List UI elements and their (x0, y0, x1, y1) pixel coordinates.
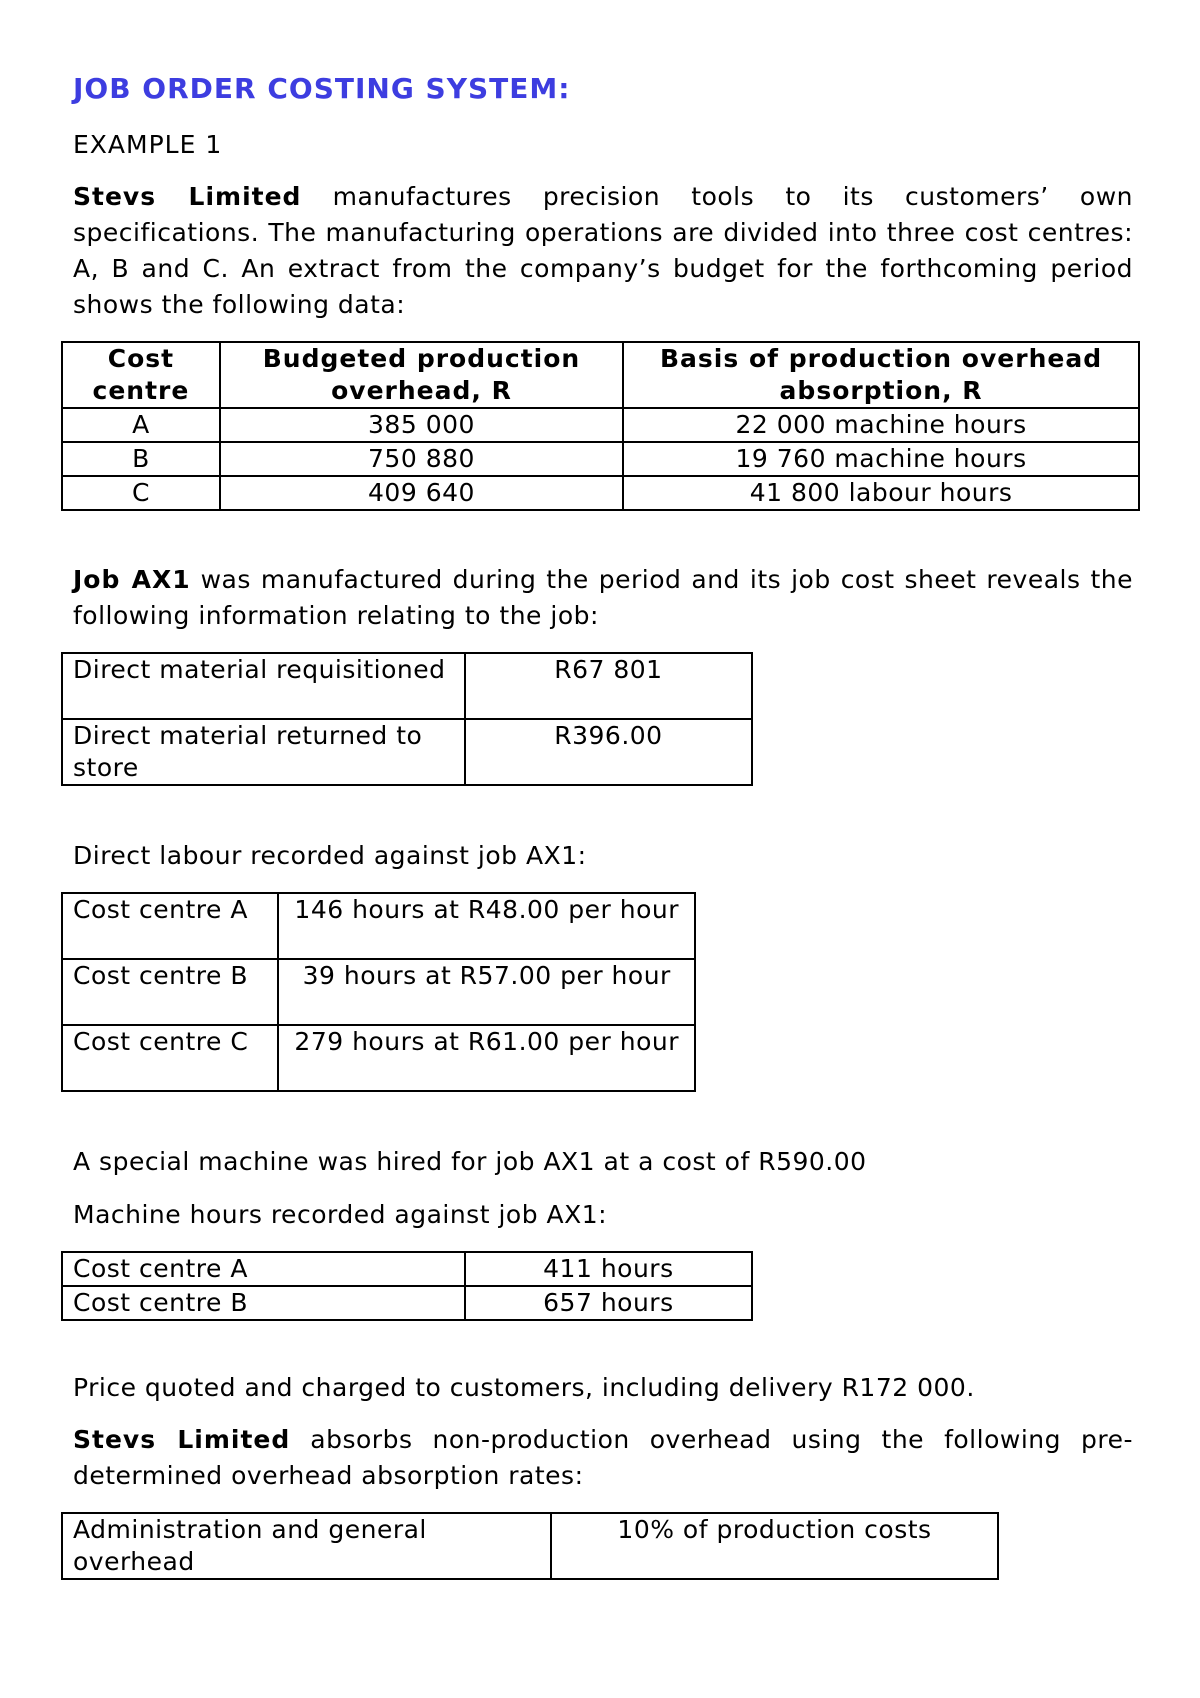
table-row (62, 442, 1139, 476)
job-name: Job AX1 (73, 565, 191, 594)
absorption-paragraph (73, 1422, 1133, 1494)
table-cell: 10% of production costs (551, 1513, 998, 1579)
table-cell: 657 hours (465, 1286, 752, 1320)
company-name: Stevs Limited (73, 1425, 291, 1454)
table-cell: Cost centre B (62, 959, 278, 1025)
job-text: was manufactured during the period and its job cost sheet reveals the following information relating to the job: (73, 565, 1133, 630)
table-cell: 279 hours at R61.00 per hour (278, 1025, 695, 1091)
table-cell: Cost centre B (62, 1286, 465, 1320)
table-header-row (62, 342, 1139, 408)
table-row (62, 959, 695, 1025)
table-cell: B (62, 442, 220, 476)
table-row (62, 893, 695, 959)
header-absorption-basis: Basis of production overhead absorption, R (623, 342, 1139, 408)
machine-hours-table (61, 1251, 753, 1321)
table-cell: 19 760 machine hours (623, 442, 1139, 476)
table-cell: A (62, 408, 220, 442)
table-row (62, 1286, 752, 1320)
example-heading: EXAMPLE 1 (73, 130, 223, 159)
table-cell: C (62, 476, 220, 510)
table-cell: Cost centre A (62, 893, 278, 959)
company-name: Stevs Limited (73, 182, 302, 211)
table-cell: Cost centre A (62, 1252, 465, 1286)
labour-table (61, 892, 696, 1092)
table-cell: R67 801 (465, 653, 752, 719)
table-cell: 22 000 machine hours (623, 408, 1139, 442)
table-cell: Cost centre C (62, 1025, 278, 1091)
header-cost-centre: Cost centre (62, 342, 220, 408)
table-row (62, 719, 752, 785)
machine-hire-text: A special machine was hired for job AX1 at a cost of R590.00 (73, 1147, 867, 1176)
table-cell: 409 640 (220, 476, 623, 510)
table-row (62, 1252, 752, 1286)
labour-intro: Direct labour recorded against job AX1: (73, 841, 587, 870)
header-budgeted-overhead: Budgeted production overhead, R (220, 342, 623, 408)
intro-paragraph (73, 179, 1133, 323)
page-title: JOB ORDER COSTING SYSTEM: (73, 72, 571, 105)
table-cell: R396.00 (465, 719, 752, 785)
table-cell: 411 hours (465, 1252, 752, 1286)
table-cell: Direct material returned to store (62, 719, 465, 785)
table-row (62, 653, 752, 719)
job-paragraph (73, 562, 1133, 634)
table-cell: 385 000 (220, 408, 623, 442)
table-cell: 39 hours at R57.00 per hour (278, 959, 695, 1025)
table-row (62, 1025, 695, 1091)
table-cell: 750 880 (220, 442, 623, 476)
absorption-text: absorbs non-production overhead using the following pre-determined overhead absorption rates: (73, 1425, 1133, 1490)
price-text: Price quoted and charged to customers, including delivery R172 000. (73, 1373, 975, 1402)
budget-table (61, 341, 1140, 511)
table-cell: Administration and general overhead (62, 1513, 551, 1579)
admin-overhead-table (61, 1512, 999, 1580)
table-row (62, 1513, 998, 1579)
intro-text: manufactures precision tools to its customers’ own specifications. The manufacturing operations are divided into three cost centres: A, B and C. An extract from the company’s budget for the forthcoming period shows the following data: (73, 182, 1134, 319)
table-row (62, 408, 1139, 442)
table-row (62, 476, 1139, 510)
table-cell: 146 hours at R48.00 per hour (278, 893, 695, 959)
material-table (61, 652, 753, 786)
table-cell: 41 800 labour hours (623, 476, 1139, 510)
machine-intro: Machine hours recorded against job AX1: (73, 1200, 608, 1229)
table-cell: Direct material requisitioned (62, 653, 465, 719)
